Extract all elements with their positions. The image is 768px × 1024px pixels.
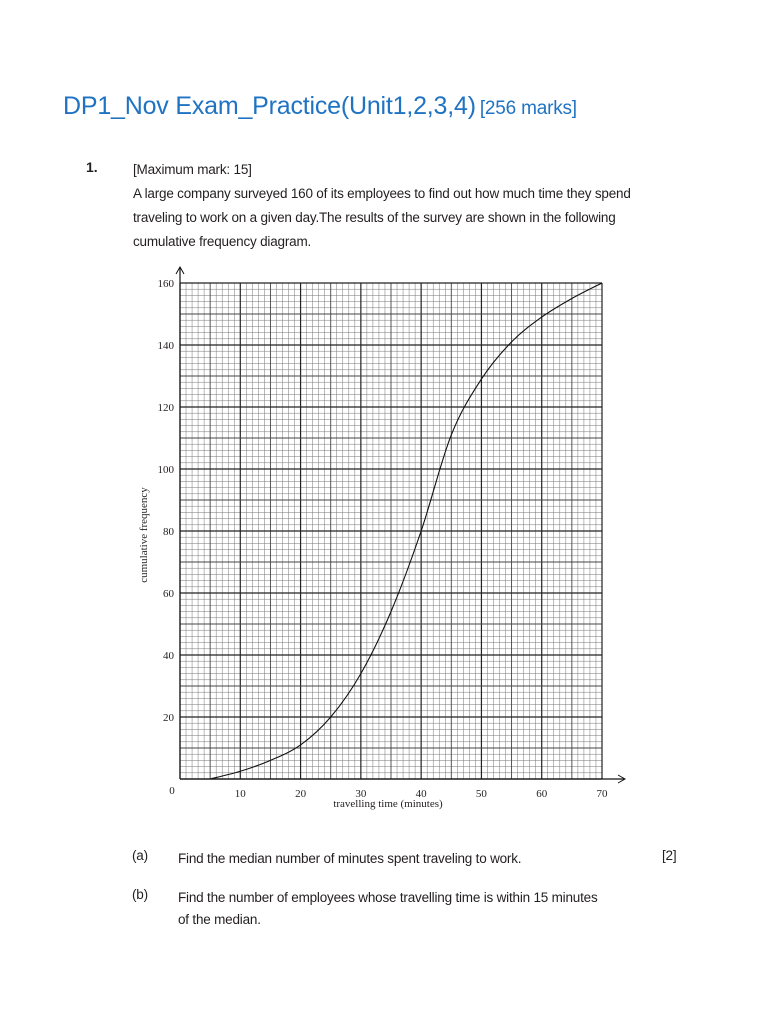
y-axis-label: cumulative frequency [138,487,150,583]
y-tick-label: 20 [163,712,174,724]
y-tick-label: 80 [163,526,174,538]
x-tick-label: 10 [234,788,246,800]
x-tick-label: 40 [415,788,427,800]
x-axis-label: travelling time (minutes) [333,798,443,810]
x-tick-label: 50 [475,788,487,800]
max-mark: [Maximum mark: 15] [133,162,252,177]
origin-label: 0 [169,785,175,797]
question-number: 1. [86,159,98,175]
part-a-label: (a) [132,848,148,863]
part-b-label: (b) [132,887,148,902]
part-a-text: Find the median number of minutes spent traveling to work. [178,851,522,866]
x-tick-label: 20 [295,788,307,800]
y-tick-label: 100 [157,464,174,476]
total-marks: [256 marks] [479,98,577,119]
y-tick-label: 120 [157,402,174,414]
y-tick-label: 160 [157,278,174,290]
x-tick-label: 60 [536,788,548,800]
y-tick-label: 40 [163,650,174,662]
part-a-marks: [2] [662,848,677,863]
y-tick-label: 140 [157,340,174,352]
x-tick-label: 70 [596,788,608,800]
y-tick-label: 60 [163,588,174,600]
part-b-text: Find the number of employees whose travelling time is within 15 minutes of the median. [178,890,598,927]
question-stem: A large company surveyed 160 of its employees to find out how much time they spend traveling to work on a given day.The results of the survey are shown in the following cumulative frequency diagram. [133,186,631,249]
x-tick-label: 30 [355,788,367,800]
title-text: DP1_Nov Exam_Practice(Unit1,2,3,4) [63,92,476,120]
